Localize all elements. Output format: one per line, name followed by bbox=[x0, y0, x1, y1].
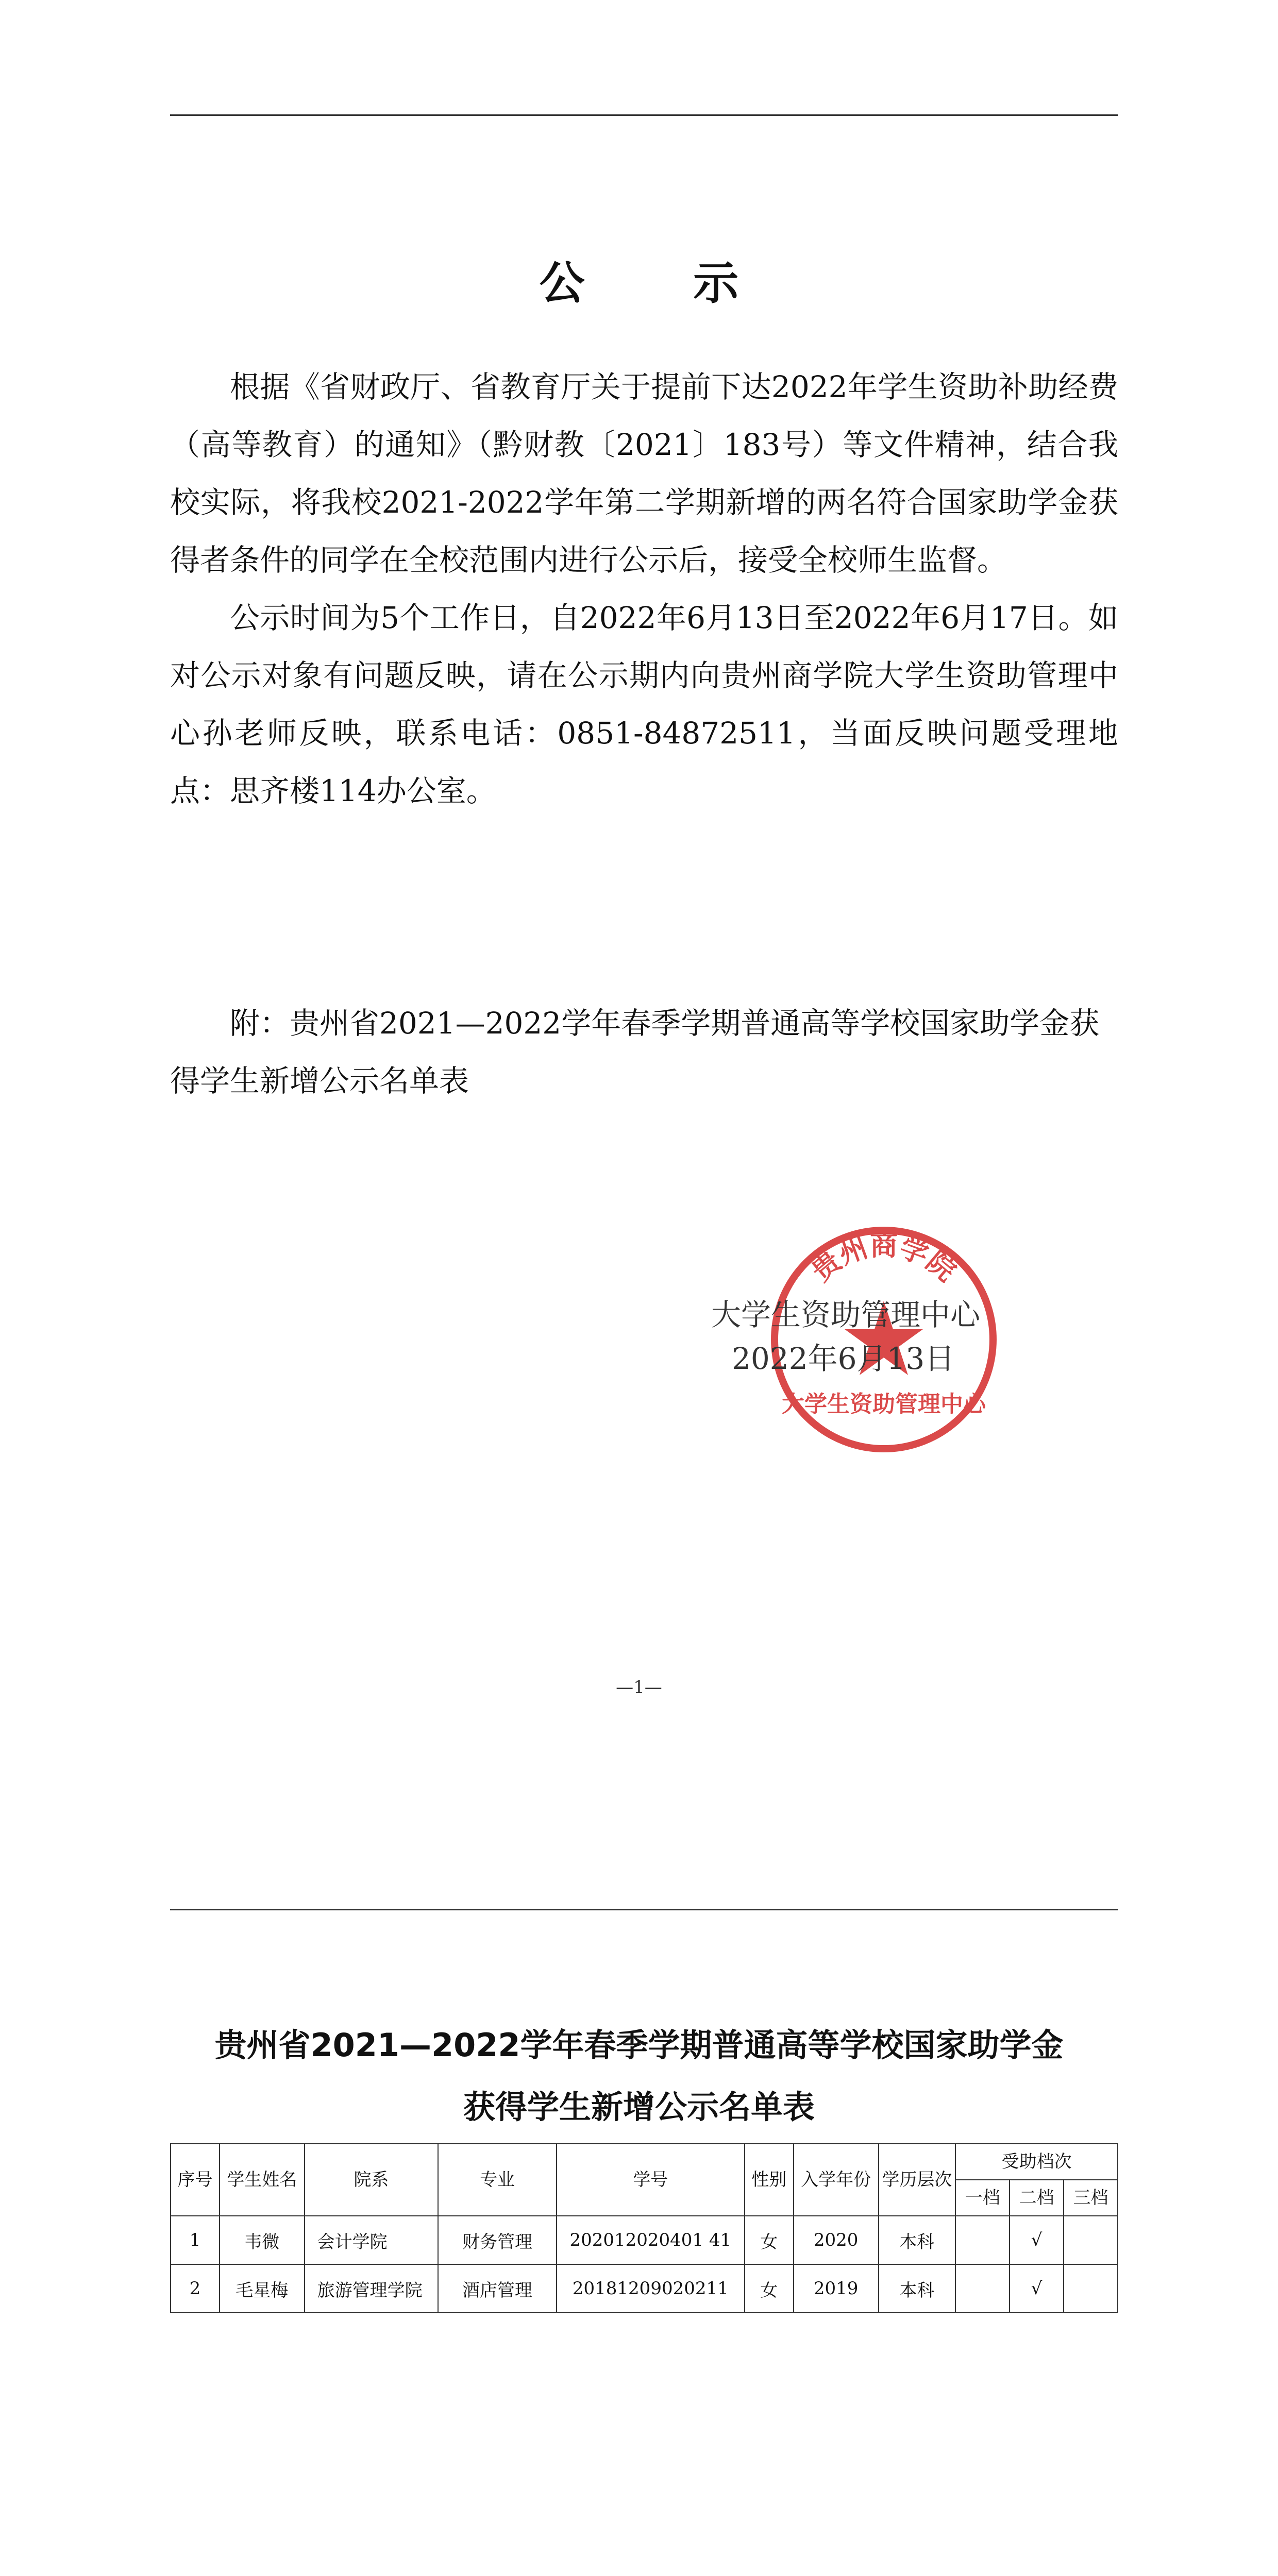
cell-name: 韦微 bbox=[220, 2216, 305, 2264]
table-row bbox=[171, 2264, 1118, 2313]
cell-major: 酒店管理 bbox=[438, 2264, 557, 2313]
page-2-top-rule bbox=[170, 1909, 1118, 1910]
cell-year: 2019 bbox=[794, 2264, 879, 2313]
header-major: 专业 bbox=[438, 2144, 557, 2216]
header-tier-2: 二档 bbox=[1010, 2180, 1064, 2216]
recipient-table bbox=[170, 2143, 1118, 2313]
table-title-line-2: 获得学生新增公示名单表 bbox=[463, 2088, 815, 2126]
cell-tier-1 bbox=[955, 2264, 1010, 2313]
table-title-line-1: 贵州省2021—2022学年春季学期普通高等学校国家助学金 bbox=[214, 2026, 1064, 2064]
notice-paragraph-1: 根据《省财政厅、省教育厅关于提前下达2022年学生资助补助经费（高等教育）的通知》（黔财教〔2021〕183号）等文件精神，结合我校实际，将我校2021-2022学年第二学期新增的两名符合国家助学金获得者条件的同学在全校范围内进行公示后，接受全校师生监督。 bbox=[170, 369, 1118, 578]
cell-index: 1 bbox=[171, 2216, 220, 2264]
cell-index: 2 bbox=[171, 2264, 220, 2313]
cell-year: 2020 bbox=[794, 2216, 879, 2264]
header-level: 学历层次 bbox=[879, 2144, 956, 2216]
cell-college: 会计学院 bbox=[305, 2216, 439, 2264]
header-gender: 性别 bbox=[745, 2144, 794, 2216]
attachment-note bbox=[170, 994, 1118, 1110]
header-name: 学生姓名 bbox=[220, 2144, 305, 2216]
cell-tier-2: √ bbox=[1010, 2264, 1064, 2313]
cell-tier-2: √ bbox=[1010, 2216, 1064, 2264]
attachment-text: 附：贵州省2021—2022学年春季学期普通高等学校国家助学金获得学生新增公示名单表 bbox=[170, 1006, 1100, 1098]
page-number-1: —1— bbox=[616, 1677, 662, 1698]
signature-unit: 大学生资助管理中心 bbox=[711, 1297, 981, 1332]
svg-text:贵州商学院: 贵州商学院 bbox=[805, 1229, 963, 1288]
cell-name: 毛星梅 bbox=[220, 2264, 305, 2313]
cell-tier-1 bbox=[955, 2216, 1010, 2264]
top-rule bbox=[170, 114, 1118, 116]
header-tier-3: 三档 bbox=[1064, 2180, 1118, 2216]
cell-major: 财务管理 bbox=[438, 2216, 557, 2264]
notice-title: 公 示 bbox=[539, 256, 785, 310]
header-college: 院系 bbox=[305, 2144, 439, 2216]
notice-paragraph-2: 公示时间为5个工作日，自2022年6月13日至2022年6月17日。如对公示对象有问题反映，请在公示期内向贵州商学院大学生资助管理中心孙老师反映，联系电话：0851-84872511，当面反映问题受理地点：思齐楼114办公室。 bbox=[170, 600, 1118, 808]
header-year: 入学年份 bbox=[794, 2144, 879, 2216]
cell-gender: 女 bbox=[745, 2264, 794, 2313]
table-row bbox=[171, 2216, 1118, 2264]
header-tier-1: 一档 bbox=[955, 2180, 1010, 2216]
svg-text:大学生资助管理中心: 大学生资助管理中心 bbox=[782, 1391, 986, 1417]
cell-level: 本科 bbox=[879, 2264, 956, 2313]
header-aid: 受助档次 bbox=[955, 2144, 1118, 2180]
cell-student-id: 202012020401 41 bbox=[557, 2216, 745, 2264]
cell-student-id: 20181209020211 bbox=[557, 2264, 745, 2313]
header-index: 序号 bbox=[171, 2144, 220, 2216]
cell-level: 本科 bbox=[879, 2216, 956, 2264]
cell-tier-3 bbox=[1064, 2216, 1118, 2264]
signature-date: 2022年6月13日 bbox=[732, 1341, 955, 1376]
cell-college: 旅游管理学院 bbox=[305, 2264, 439, 2313]
cell-gender: 女 bbox=[745, 2216, 794, 2264]
signature-block bbox=[711, 1293, 980, 1381]
header-student-id: 学号 bbox=[557, 2144, 745, 2216]
notice-body bbox=[170, 358, 1118, 820]
cell-tier-3 bbox=[1064, 2264, 1118, 2313]
